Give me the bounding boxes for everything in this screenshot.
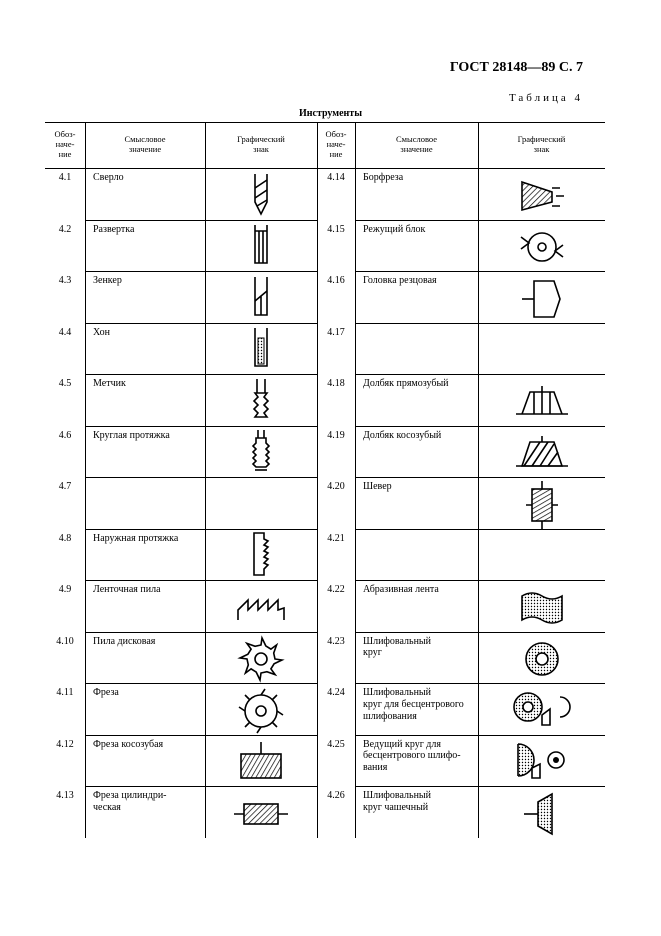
- row-meaning: Хон: [93, 326, 110, 338]
- row-divider: [355, 220, 605, 221]
- centerless-wheel-icon: [512, 689, 572, 733]
- row-code: 4.4: [58, 326, 72, 338]
- burr-cutter-icon: [518, 178, 566, 214]
- row-meaning: Долбяк косозубый: [363, 429, 442, 441]
- row-code: 4.7: [58, 481, 72, 492]
- row-divider: [85, 323, 317, 324]
- row-meaning: Шлифовальный круг для бесцентрового шлифования: [363, 687, 464, 722]
- row-meaning: Ведущий круг для бесцентрового шлифо- вания: [363, 738, 461, 774]
- reamer-icon: [251, 225, 271, 269]
- row-code: 4.5: [58, 378, 72, 389]
- row-divider: [355, 786, 605, 787]
- row-code: 4.19: [327, 429, 345, 441]
- column-header-symbol: Графический знак: [517, 134, 566, 154]
- row-divider: [355, 580, 605, 581]
- row-code: 4.16: [327, 275, 345, 286]
- row-divider: [85, 529, 317, 530]
- tap-icon: [250, 379, 272, 425]
- row-meaning: Ленточная пила: [93, 584, 161, 595]
- table-number: Таблица 4: [508, 92, 583, 104]
- row-code: 4.25: [327, 738, 345, 750]
- row-code: 4.15: [327, 223, 345, 235]
- abrasive-belt-icon: [518, 590, 566, 626]
- row-code: 4.13: [56, 790, 74, 801]
- cutting-block-icon: [515, 229, 569, 265]
- row-code: 4.17: [327, 326, 345, 338]
- row-code: 4.3: [58, 275, 72, 286]
- row-meaning: Шевер: [363, 481, 392, 492]
- row-code: 4.14: [327, 172, 345, 183]
- column-header-code: Обоз- наче- ние: [54, 129, 76, 159]
- grinding-wheel-icon: [522, 639, 562, 679]
- helical-shaper-icon: [514, 436, 570, 470]
- regulating-wheel-icon: [512, 740, 572, 784]
- row-divider: [355, 529, 605, 530]
- row-meaning: Шлифовальный круг чашечный: [363, 790, 431, 813]
- tools-table: [45, 122, 605, 838]
- row-code: 4.11: [56, 687, 74, 698]
- column-divider: [205, 122, 206, 838]
- row-divider: [355, 683, 605, 684]
- row-code: 4.23: [327, 635, 345, 647]
- row-meaning: Режущий блок: [363, 223, 426, 235]
- band-saw-icon: [236, 594, 286, 622]
- row-meaning: Метчик: [93, 378, 126, 389]
- column-header-meaning: Смысловое значение: [124, 134, 166, 154]
- drill-icon: [251, 174, 271, 218]
- circular-saw-icon: [237, 635, 285, 683]
- row-code: 4.20: [327, 481, 345, 492]
- column-header-meaning: Смысловое значение: [395, 134, 438, 154]
- row-meaning: Зенкер: [93, 275, 122, 286]
- row-divider: [355, 271, 605, 272]
- column-divider: [355, 122, 356, 838]
- row-divider: [85, 271, 317, 272]
- row-meaning: Долбяк прямозубый: [363, 378, 449, 389]
- row-code: 4.10: [56, 635, 74, 647]
- row-meaning: Фреза цилиндри- ческая: [93, 790, 167, 813]
- row-code: 4.21: [327, 532, 345, 544]
- cutter-head-icon: [520, 279, 564, 319]
- row-divider: [85, 786, 317, 787]
- row-divider: [85, 374, 317, 375]
- row-code: 4.24: [327, 687, 345, 698]
- column-divider: [85, 122, 86, 838]
- column-divider: [478, 122, 479, 838]
- countersink-icon: [251, 277, 271, 321]
- row-code: 4.18: [327, 378, 345, 389]
- table-title: Инструменты: [298, 108, 363, 119]
- row-meaning: Фреза косозубая: [93, 738, 164, 750]
- row-divider: [85, 580, 317, 581]
- shaver-icon: [524, 481, 560, 529]
- external-broach-icon: [250, 531, 272, 581]
- row-divider: [355, 735, 605, 736]
- row-divider: [355, 426, 605, 427]
- column-header-code: Обоз- наче- ние: [325, 129, 347, 159]
- row-divider: [355, 632, 605, 633]
- row-meaning: Наружная протяжка: [93, 532, 179, 544]
- row-meaning: Пила дисковая: [93, 635, 156, 647]
- row-meaning: Развертка: [93, 223, 135, 235]
- row-code: 4.1: [58, 172, 72, 183]
- row-code: 4.12: [56, 738, 74, 750]
- row-code: 4.8: [58, 532, 72, 544]
- row-code: 4.22: [327, 584, 345, 595]
- row-divider: [85, 477, 317, 478]
- row-divider: [355, 374, 605, 375]
- row-code: 4.6: [58, 429, 72, 441]
- doc-header: ГОСТ 28148—89 С. 7: [449, 60, 583, 75]
- row-meaning: Головка резцовая: [363, 275, 437, 286]
- hone-icon: [251, 328, 271, 372]
- row-code: 4.9: [58, 584, 72, 595]
- milling-cutter-icon: [237, 687, 285, 735]
- helical-cutter-icon: [239, 742, 283, 782]
- row-meaning: Шлифовальный круг: [363, 635, 431, 659]
- row-divider: [355, 323, 605, 324]
- row-meaning: Сверло: [93, 172, 124, 183]
- row-meaning: Борфреза: [363, 172, 404, 183]
- row-divider: [355, 477, 605, 478]
- row-code: 4.2: [58, 223, 72, 235]
- column-header-symbol: Графический знак: [237, 134, 285, 154]
- cup-wheel-icon: [522, 790, 562, 838]
- row-divider: [85, 632, 317, 633]
- row-meaning: Абразивная лента: [363, 584, 439, 595]
- row-divider: [85, 426, 317, 427]
- row-divider: [85, 220, 317, 221]
- row-meaning: Круглая протяжка: [93, 429, 170, 441]
- straight-shaper-icon: [514, 386, 570, 418]
- row-code: 4.26: [327, 790, 345, 801]
- cylindrical-cutter-icon: [234, 798, 288, 830]
- round-broach-icon: [250, 430, 272, 476]
- header-divider: [45, 168, 605, 169]
- row-meaning: Фреза: [93, 687, 119, 698]
